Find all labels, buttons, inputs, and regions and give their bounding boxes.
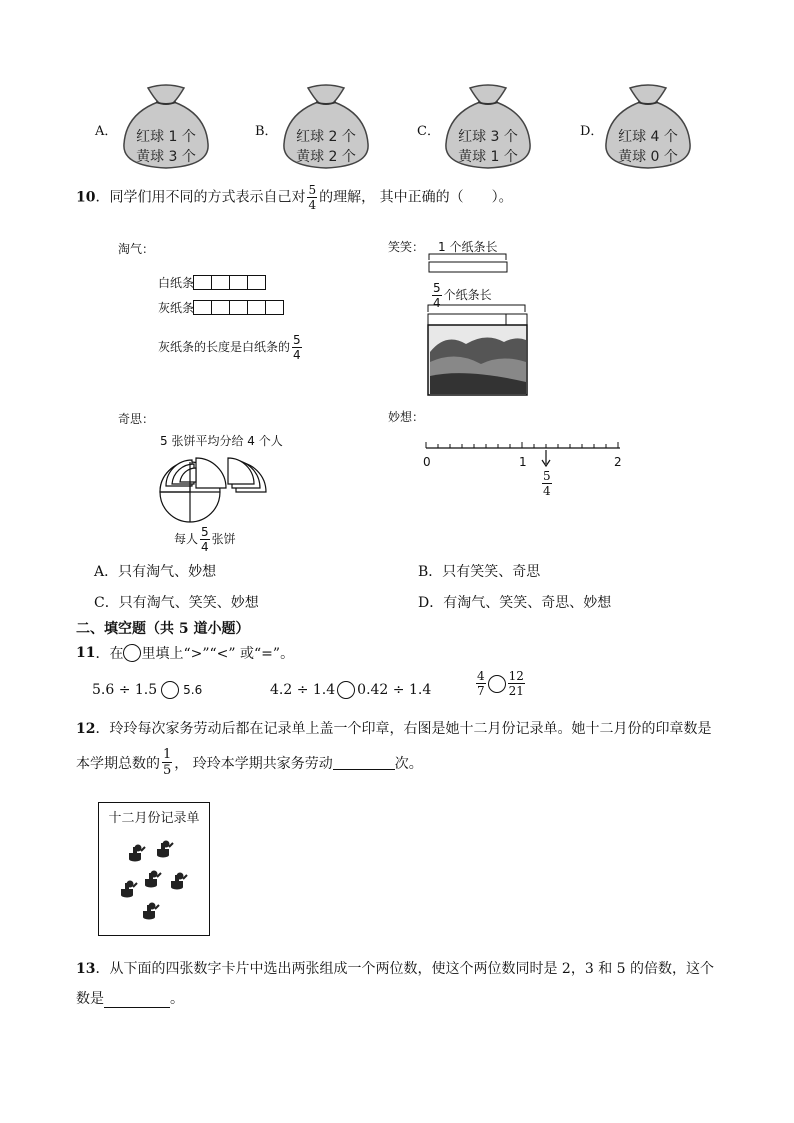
white-strip-label: 白纸条 xyxy=(158,276,195,290)
q13-line2 xyxy=(76,988,184,1008)
tick-1: 1 xyxy=(519,455,527,469)
bag-yellow-count: 黄球 0 个 xyxy=(618,149,678,165)
q11-number: 11 xyxy=(76,645,96,661)
q12-line2-post: ， 玲玲本学期共家务劳动 xyxy=(174,755,333,772)
miaoxiang-name: 妙想： xyxy=(388,410,425,424)
gray-strip-cells xyxy=(194,300,284,315)
q12-line1-text: ．玲玲每次家务劳动后都在记录单上盖一个印章，右图是她十二月份记录单。她十二月份的印章数是 xyxy=(95,721,712,737)
tick-2: 2 xyxy=(614,455,622,469)
q10-option-d[interactable]: D．有淘气、笑笑、奇思、妙想 xyxy=(418,595,612,611)
xiaoxiao-label2-text: 个纸条长 xyxy=(443,288,492,302)
q11-stem xyxy=(76,643,294,663)
compare-circle-3[interactable] xyxy=(488,675,506,693)
q11-e2-right: 0.42 ÷ 1.4 xyxy=(357,682,432,698)
stamp-icon xyxy=(121,881,137,898)
compare-circle-1[interactable] xyxy=(161,681,179,699)
q9-option-a-letter: A． xyxy=(95,124,118,139)
tick-0: 0 xyxy=(423,455,431,469)
q9-option-c-letter: C． xyxy=(417,124,440,139)
q12-line2 xyxy=(76,748,423,777)
q9-option-d-letter: D． xyxy=(580,124,604,139)
number-line xyxy=(420,436,630,506)
taoqi-name: 淘气： xyxy=(118,242,155,256)
q12-answer-blank[interactable] xyxy=(333,755,395,770)
section-2-title: 二、填空题（共 5 道小题） xyxy=(76,621,250,637)
q9-option-b-letter: B． xyxy=(255,124,278,139)
q9-bag-b xyxy=(278,84,374,170)
q11-expr-2 xyxy=(270,681,431,699)
q10-fraction: $\frac{5}{4}$ xyxy=(308,183,317,212)
stamp-icon xyxy=(157,841,173,858)
stamp-icon xyxy=(171,873,187,890)
q10-number: 10 xyxy=(76,189,96,206)
record-sheet xyxy=(98,802,210,936)
compare-circle-2[interactable] xyxy=(337,681,355,699)
taoqi-statement xyxy=(158,334,304,361)
qisi-bottom-post: 张饼 xyxy=(211,532,236,546)
xiaoxiao-label1: 1 个纸条长 xyxy=(438,240,498,254)
q9-bag-a xyxy=(118,84,214,170)
bag-red-count: 红球 3 个 xyxy=(458,129,518,145)
q10-option-a[interactable]: A．只有淘气、妙想 xyxy=(94,564,217,580)
q11-frac-a: $\frac{4}{7}$ xyxy=(477,669,485,698)
q10-option-c[interactable]: C．只有淘气、笑笑、妙想 xyxy=(94,595,259,611)
q13-line1-text: ．从下面的四张数字卡片中选出两张组成一个两位数，使这个两位数同时是 2，3 和 5 的倍数，这个 xyxy=(95,961,715,977)
gray-strip xyxy=(158,299,284,316)
bag-yellow-count: 黄球 1 个 xyxy=(458,149,518,165)
q9-bag-c xyxy=(440,84,536,170)
miaoxiang-fraction: $\frac{5}{4}$ xyxy=(543,469,551,498)
qisi-bottom xyxy=(174,526,236,553)
qisi-name: 奇思： xyxy=(118,412,155,426)
q10-text-before: ．同学们用不同的方式表示自己对 xyxy=(95,189,306,206)
q11-expr-3 xyxy=(474,670,527,697)
stamps xyxy=(99,831,209,931)
q13-answer-blank[interactable] xyxy=(104,993,170,1008)
q13-number: 13 xyxy=(76,961,96,977)
blank-circle-icon xyxy=(123,644,141,662)
record-sheet-title: 十二月份记录单 xyxy=(108,811,200,826)
white-strip xyxy=(158,274,266,291)
q12-number: 12 xyxy=(76,721,96,737)
qisi-fraction: $\frac{5}{4}$ xyxy=(201,525,209,554)
q9-bag-d xyxy=(600,84,696,170)
q11-expr-1 xyxy=(92,681,202,699)
q11-frac-b: $\frac{12}{21}$ xyxy=(508,669,524,698)
stamp-icon xyxy=(143,903,159,920)
white-strip-cells xyxy=(194,275,266,290)
bag-red-count: 红球 2 个 xyxy=(296,129,356,145)
gray-strip-label: 灰纸条 xyxy=(158,301,195,315)
stamp-icon xyxy=(145,871,161,888)
xiaoxiao-fraction: $\frac{5}{4}$ xyxy=(433,281,441,310)
q13-line1 xyxy=(76,958,714,978)
bag-red-count: 红球 1 个 xyxy=(136,129,196,145)
q11-text-post: 里填上“>”“<” 或“=”。 xyxy=(141,646,295,662)
xiaoxiao-unit-strip xyxy=(428,252,528,276)
q10-option-b[interactable]: B．只有笑笑、奇思 xyxy=(418,564,541,580)
q13-line2-pre: 数是 xyxy=(76,991,104,1007)
q11-e1-left: 5.6 ÷ 1.5 xyxy=(92,682,158,698)
q13-line2-post: 。 xyxy=(170,991,184,1007)
bag-yellow-count: 黄球 2 个 xyxy=(296,149,356,165)
bag-red-count: 红球 4 个 xyxy=(618,129,678,145)
q12-line1 xyxy=(76,718,711,738)
qisi-bottom-pre: 每人 xyxy=(174,532,199,546)
q11-text-pre: ．在 xyxy=(95,646,124,662)
qisi-caption: 5 张饼平均分给 4 个人 xyxy=(160,434,283,448)
q10-stem xyxy=(76,184,513,211)
xiaoxiao-name: 笑笑： xyxy=(388,240,425,254)
q12-fraction: $\frac{1}{5}$ xyxy=(163,747,172,778)
q11-e2-left: 4.2 ÷ 1.4 xyxy=(270,682,336,698)
xiaoxiao-picture xyxy=(426,302,530,398)
pancakes-illustration xyxy=(156,454,276,526)
q12-line2-end: 次。 xyxy=(394,755,423,772)
bag-yellow-count: 黄球 3 个 xyxy=(136,149,196,165)
q12-line2-pre: 本学期总数的 xyxy=(76,755,160,772)
taoqi-fraction: $\frac{5}{4}$ xyxy=(293,333,301,362)
taoqi-statement-text: 灰纸条的长度是白纸条的 xyxy=(158,340,291,354)
stamp-icon xyxy=(129,845,145,862)
q10-text-after: 的理解， 其中正确的（ ）。 xyxy=(319,189,513,206)
q11-e1-right: 5.6 xyxy=(183,683,203,697)
